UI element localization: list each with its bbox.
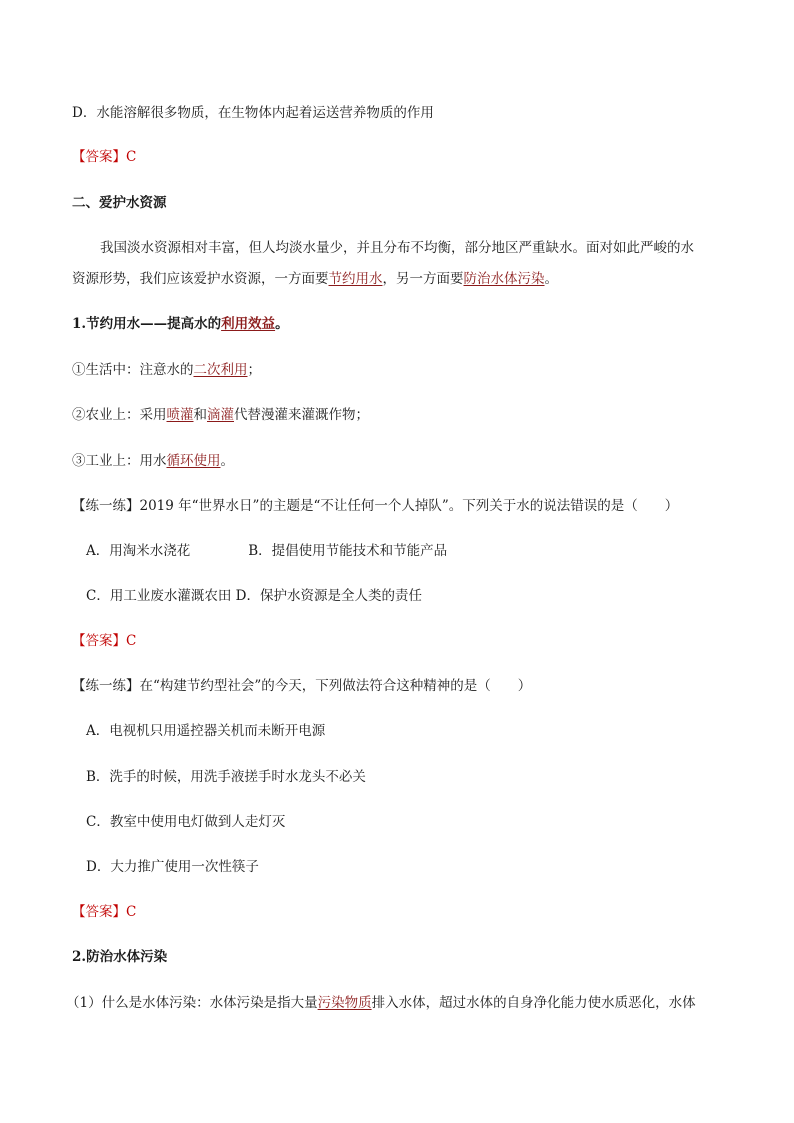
q1-options-cd: C．用工业废水灌溉农田 D．保护水资源是全人类的责任 <box>86 588 422 604</box>
keyword-drip: 滴灌 <box>207 407 234 423</box>
keyword-reuse: 二次利用 <box>193 362 248 378</box>
q2-option-d: D．大力推广使用一次性筷子 <box>86 859 259 875</box>
heading-prevent-pollution: 2.防治水体污染 <box>72 949 168 965</box>
practice-question-2: 【练一练】在“构建节约型社会”的今天，下列做法符合这种精神的是（ ） <box>72 678 532 694</box>
definition-water-pollution: （1）什么是水体污染：水体污染是指大量污染物质排入水体，超过水体的自身净化能力使水质恶化，水体 <box>66 995 696 1011</box>
q2-option-b: B．洗手的时候，用洗手液搓手时水龙头不必关 <box>86 769 366 785</box>
answer-3: 【答案】C <box>72 904 137 920</box>
q1-options-ab: A．用淘米水浇花 B．提倡使用节能技术和节能产品 <box>86 543 448 559</box>
q2-option-c: C．教室中使用电灯做到人走灯灭 <box>86 814 286 830</box>
keyword-sprinkler: 喷灌 <box>166 407 194 423</box>
keyword-pollutants: 污染物质 <box>317 995 372 1011</box>
item-industry: ③工业上：用水循环使用。 <box>72 453 234 469</box>
practice-question-1: 【练一练】2019 年“世界水日”的主题是“不让任何一个人掉队”。下列关于水的说法错误的是（ ） <box>72 498 679 514</box>
keyword-recycle: 循环使用 <box>166 453 221 469</box>
keyword-utilization: 利用效益 <box>221 316 276 332</box>
intro-line-1: 我国淡水资源相对丰富，但人均淡水量少，并且分布不均衡，部分地区严重缺水。面对如此严峻的水 <box>100 240 694 256</box>
q2-option-a: A．电视机只用遥控器关机而未断开电源 <box>86 723 326 739</box>
heading-save-water: 1.节约用水——提高水的利用效益。 <box>72 316 289 332</box>
intro-line-2: 资源形势，我们应该爱护水资源，一方面要节约用水，另一方面要防治水体污染。 <box>72 271 558 287</box>
answer-1: 【答案】C <box>72 149 137 165</box>
item-agriculture: ②农业上：采用喷灌和滴灌代替漫灌来灌溉作物； <box>72 407 369 423</box>
keyword-prevent-pollution: 防治水体污染 <box>463 271 545 287</box>
keyword-save-water: 节约用水 <box>328 271 383 287</box>
item-daily-life: ①生活中：注意水的二次利用； <box>72 362 261 378</box>
option-d-water-dissolves: D．水能溶解很多物质，在生物体内起着运送营养物质的作用 <box>72 105 434 121</box>
section-title-protect-water: 二、爱护水资源 <box>72 195 167 211</box>
answer-2: 【答案】C <box>72 633 137 649</box>
